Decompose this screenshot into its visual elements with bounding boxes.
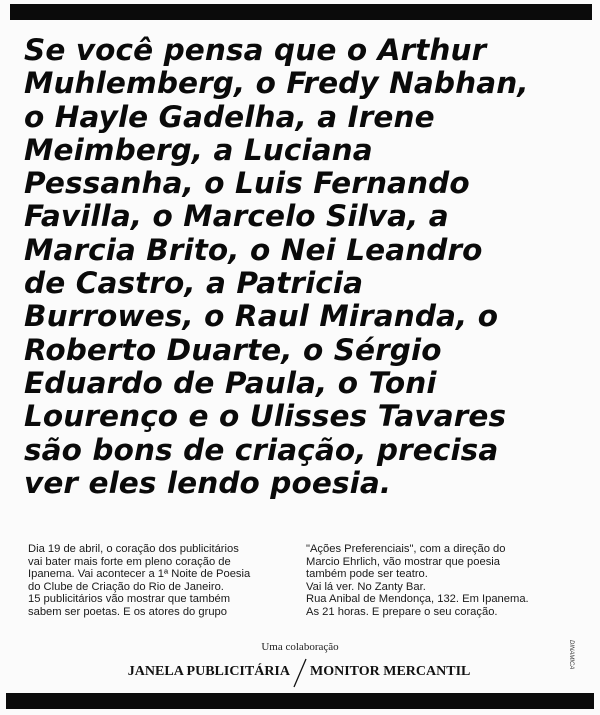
body-line: 15 publicitários vão mostrar que também xyxy=(28,593,231,606)
body-line: vai bater mais forte em pleno coração de xyxy=(28,555,231,568)
body-line: Dia 19 de abril, o coração dos publicitários xyxy=(28,543,239,555)
body-line: do Clube de Criação do Rio de Janeiro. xyxy=(28,580,224,593)
sponsor-janela-publicitaria: JANELA PUBLICITÁRIA xyxy=(127,664,290,679)
headline-line: Lourenço e o Ulisses Tavares xyxy=(24,399,507,434)
agency-credit: DINAMICA xyxy=(568,640,574,670)
headline-line: o Hayle Gadelha, a Irene xyxy=(24,99,435,134)
body-line: Vai lá ver. No Zanty Bar. xyxy=(306,580,426,593)
headline-line: Meimberg, a Luciana xyxy=(24,132,373,167)
top-rule xyxy=(10,4,592,20)
headline-line: ver eles lendo poesia. xyxy=(24,465,392,500)
sponsors xyxy=(0,658,600,686)
headline-line: Burrowes, o Raul Miranda, o xyxy=(24,299,499,334)
headline-line: Roberto Duarte, o Sérgio xyxy=(24,332,442,367)
body-line: Ipanema. Vai acontecer a 1ª Noite de Poesia xyxy=(28,568,251,581)
bottom-rule xyxy=(6,693,594,709)
body-line: também pode ser teatro. xyxy=(306,568,428,581)
body-line: As 21 horas. E prepare o seu coração. xyxy=(306,605,498,618)
body-line: Rua Anibal de Mendonça, 132. Em Ipanema. xyxy=(306,593,529,606)
headline-line: Marcia Brito, o Nei Leandro xyxy=(24,232,483,267)
collab-label: Uma colaboração xyxy=(261,641,339,653)
headline-line: Favilla, o Marcelo Silva, a xyxy=(24,199,449,234)
body-line: Marcio Ehrlich, vão mostrar que poesia xyxy=(306,555,501,568)
headline-line: de Castro, a Patricia xyxy=(24,266,364,301)
headline-line: Pessanha, o Luis Fernando xyxy=(24,166,470,201)
slash-divider-icon xyxy=(291,658,309,688)
headline-line: são bons de criação, precisa xyxy=(24,432,499,467)
body-line: "Ações Preferenciais", com a direção do xyxy=(306,543,506,555)
body-line: sabem ser poetas. E os atores do grupo xyxy=(28,605,228,618)
body-text-right xyxy=(306,543,586,619)
sponsor-monitor-mercantil: MONITOR MERCANTIL xyxy=(310,664,471,679)
body-text-left xyxy=(28,543,288,619)
headline-line: Se você pensa que o Arthur xyxy=(24,33,487,67)
headline-line: Eduardo de Paula, o Toni xyxy=(24,365,437,400)
headline-line: Muhlemberg, o Fredy Nabhan, xyxy=(24,66,529,101)
headline xyxy=(24,34,584,500)
